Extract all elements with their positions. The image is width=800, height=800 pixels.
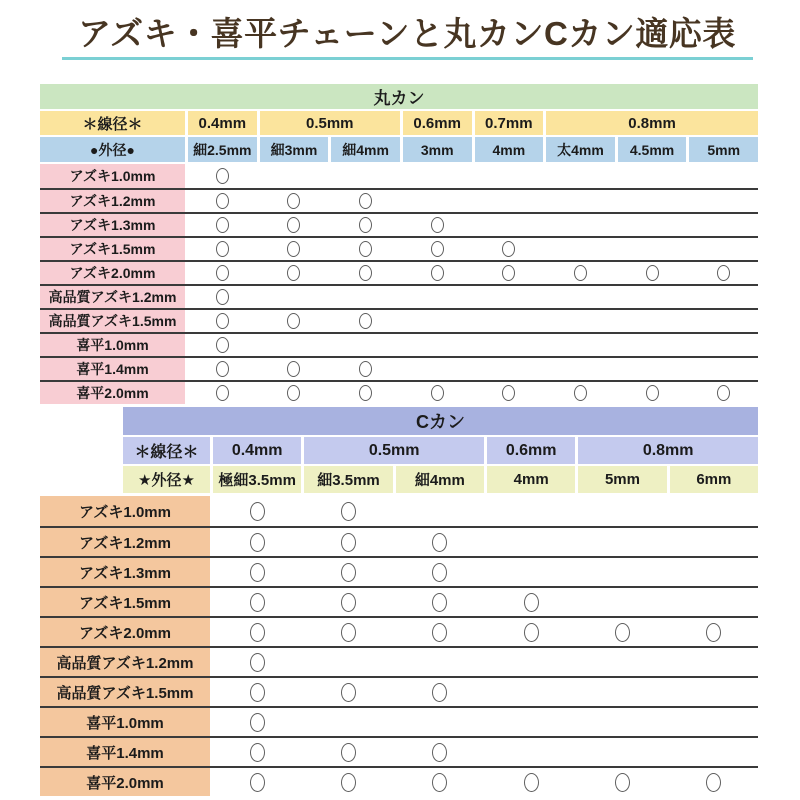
chain-row-label: 高品質アズキ1.2mm — [40, 648, 210, 676]
compatibility-cell — [260, 190, 329, 212]
outer-diameter-label: ★外径★ — [123, 466, 210, 493]
compatibility-cell — [188, 286, 257, 308]
compatible-circle-mark — [341, 563, 356, 582]
compatibility-cell — [475, 262, 544, 284]
compatibility-cell — [213, 496, 301, 526]
compatible-circle-mark — [524, 773, 539, 792]
compatible-circle-mark — [341, 773, 356, 792]
compatibility-cell — [618, 214, 687, 236]
compatibility-cell — [304, 618, 392, 646]
compatibility-cell — [403, 310, 472, 332]
wire-diameter-value: 0.6mm — [403, 111, 472, 135]
compatibility-cell — [304, 678, 392, 706]
table-row — [40, 736, 758, 766]
compatibility-cell — [546, 190, 615, 212]
chain-row-label: アズキ1.5mm — [40, 238, 185, 260]
table-row — [40, 616, 758, 646]
chain-row-label: 喜平1.4mm — [40, 738, 210, 766]
compatibility-cell — [396, 496, 484, 526]
compatibility-cell — [546, 358, 615, 380]
compatibility-cell — [304, 528, 392, 556]
outer-diameter-value: 5mm — [578, 466, 666, 493]
compatibility-cell — [670, 558, 758, 586]
compatible-circle-mark — [646, 385, 659, 401]
compatible-circle-mark — [341, 533, 356, 552]
compatibility-cell — [213, 738, 301, 766]
compatible-circle-mark — [287, 193, 300, 209]
compatible-circle-mark — [216, 313, 229, 329]
table-row — [40, 556, 758, 586]
compatibility-cell — [403, 382, 472, 404]
table-row — [40, 212, 758, 236]
compatibility-cell — [475, 382, 544, 404]
compatibility-cell — [213, 768, 301, 796]
compatibility-cell — [578, 558, 666, 586]
compatibility-cell — [689, 164, 758, 188]
compatible-circle-mark — [216, 217, 229, 233]
chain-row-label: 高品質アズキ1.5mm — [40, 678, 210, 706]
chain-row-label: アズキ1.5mm — [40, 588, 210, 616]
compatibility-cell — [213, 588, 301, 616]
compatibility-cell — [304, 496, 392, 526]
compatibility-cell — [260, 262, 329, 284]
compatible-circle-mark — [432, 743, 447, 762]
compatibility-cell — [618, 190, 687, 212]
compatible-circle-mark — [250, 653, 265, 672]
compatibility-cell — [475, 358, 544, 380]
c-kan-wire-diameter-row — [123, 437, 758, 464]
chain-row-label: アズキ1.3mm — [40, 558, 210, 586]
maru-kan-outer-diameter-row — [40, 137, 758, 162]
page-title: アズキ・喜平チェーンと丸カンCカン適応表 — [78, 15, 736, 52]
compatibility-cell — [403, 238, 472, 260]
table-row — [40, 646, 758, 676]
compatibility-cell — [188, 358, 257, 380]
compatible-circle-mark — [615, 623, 630, 642]
compatibility-cell — [578, 588, 666, 616]
compatibility-cell — [331, 190, 400, 212]
compatible-circle-mark — [287, 385, 300, 401]
compatibility-cell — [260, 286, 329, 308]
compatible-circle-mark — [341, 502, 356, 521]
compatibility-cell — [578, 678, 666, 706]
outer-diameter-value: 4mm — [487, 466, 575, 493]
compatible-circle-mark — [359, 313, 372, 329]
compatibility-cell — [260, 382, 329, 404]
compatibility-cell — [260, 334, 329, 356]
compatibility-cell — [689, 238, 758, 260]
compatibility-cell — [475, 190, 544, 212]
compatible-circle-mark — [216, 193, 229, 209]
chain-row-label: 高品質アズキ1.5mm — [40, 310, 185, 332]
compatible-circle-mark — [574, 265, 587, 281]
compatibility-cell — [578, 618, 666, 646]
compatibility-cell — [396, 648, 484, 676]
outer-diameter-value: 6mm — [670, 466, 758, 493]
compatibility-cell — [578, 768, 666, 796]
outer-diameter-value: 細4mm — [396, 466, 484, 493]
compatibility-cell — [670, 588, 758, 616]
compatibility-cell — [260, 310, 329, 332]
outer-diameter-value: 細3.5mm — [304, 466, 392, 493]
outer-diameter-value: 4.5mm — [618, 137, 687, 162]
chain-row-label: 喜平1.0mm — [40, 334, 185, 356]
compatibility-cell — [618, 358, 687, 380]
compatible-circle-mark — [216, 265, 229, 281]
compatibility-cell — [618, 262, 687, 284]
compatible-circle-mark — [250, 502, 265, 521]
compatibility-cell — [578, 648, 666, 676]
compatibility-cell — [403, 164, 472, 188]
compatibility-cell — [260, 358, 329, 380]
compatibility-cell — [487, 768, 575, 796]
compatibility-cell — [689, 286, 758, 308]
compatibility-cell — [188, 164, 257, 188]
compatible-circle-mark — [359, 361, 372, 377]
compatibility-cell — [618, 382, 687, 404]
compatible-circle-mark — [432, 563, 447, 582]
compatibility-cell — [396, 738, 484, 766]
compatibility-cell — [188, 382, 257, 404]
compatibility-cell — [487, 708, 575, 736]
compatible-circle-mark — [431, 265, 444, 281]
chain-row-label: 喜平2.0mm — [40, 768, 210, 796]
compatible-circle-mark — [431, 217, 444, 233]
compatible-circle-mark — [359, 385, 372, 401]
compatibility-cell — [396, 678, 484, 706]
chain-row-label: 喜平1.4mm — [40, 358, 185, 380]
compatibility-cell — [213, 708, 301, 736]
maru-kan-table-title: 丸カン — [40, 84, 758, 109]
compatibility-cell — [487, 738, 575, 766]
chain-row-label: アズキ2.0mm — [40, 618, 210, 646]
compatibility-cell — [670, 496, 758, 526]
compatibility-cell — [403, 334, 472, 356]
compatible-circle-mark — [502, 241, 515, 257]
compatibility-cell — [403, 286, 472, 308]
compatibility-cell — [475, 238, 544, 260]
compatibility-cell — [475, 310, 544, 332]
wire-diameter-value: 0.4mm — [213, 437, 301, 464]
wire-diameter-value: 0.6mm — [487, 437, 575, 464]
compatibility-cell — [670, 678, 758, 706]
compatibility-cell — [304, 708, 392, 736]
compatible-circle-mark — [250, 623, 265, 642]
compatibility-cell — [396, 618, 484, 646]
compatibility-cell — [618, 238, 687, 260]
compatibility-cell — [670, 528, 758, 556]
compatibility-cell — [487, 528, 575, 556]
wire-diameter-value: 0.5mm — [260, 111, 400, 135]
compatibility-cell — [618, 164, 687, 188]
wire-diameter-label: ＊線径＊ — [123, 437, 210, 464]
chain-row-label: アズキ1.0mm — [40, 496, 210, 526]
chain-row-label: アズキ1.2mm — [40, 528, 210, 556]
compatibility-cell — [546, 310, 615, 332]
compatible-circle-mark — [216, 241, 229, 257]
compatibility-cell — [331, 382, 400, 404]
outer-diameter-value: 5mm — [689, 137, 758, 162]
table-row — [40, 188, 758, 212]
compatibility-cell — [396, 768, 484, 796]
compatibility-cell — [331, 334, 400, 356]
compatibility-cell — [487, 588, 575, 616]
compatibility-cell — [188, 310, 257, 332]
compatibility-cell — [304, 648, 392, 676]
compatible-circle-mark — [359, 265, 372, 281]
compatibility-cell — [403, 190, 472, 212]
compatibility-cell — [689, 334, 758, 356]
compatibility-cell — [487, 618, 575, 646]
compatibility-cell — [546, 262, 615, 284]
compatibility-cell — [487, 496, 575, 526]
compatibility-cell — [618, 334, 687, 356]
compatibility-cell — [670, 708, 758, 736]
compatible-circle-mark — [524, 623, 539, 642]
maru-kan-table — [40, 84, 758, 404]
compatible-circle-mark — [216, 385, 229, 401]
compatible-circle-mark — [431, 385, 444, 401]
table-row — [40, 260, 758, 284]
compatibility-cell — [689, 382, 758, 404]
compatible-circle-mark — [717, 385, 730, 401]
compatible-circle-mark — [359, 193, 372, 209]
compatible-circle-mark — [432, 623, 447, 642]
compatible-circle-mark — [432, 593, 447, 612]
compatibility-cell — [188, 262, 257, 284]
wire-diameter-value: 0.8mm — [578, 437, 758, 464]
table-row — [40, 586, 758, 616]
wire-diameter-label: ＊線径＊ — [40, 111, 185, 135]
outer-diameter-value: 太4mm — [546, 137, 615, 162]
compatible-circle-mark — [574, 385, 587, 401]
compatible-circle-mark — [432, 533, 447, 552]
outer-diameter-value: 細4mm — [331, 137, 400, 162]
compatibility-cell — [689, 190, 758, 212]
compatibility-cell — [260, 164, 329, 188]
compatibility-cell — [578, 708, 666, 736]
wire-diameter-value: 0.7mm — [475, 111, 544, 135]
outer-diameter-value: 4mm — [475, 137, 544, 162]
compatible-circle-mark — [287, 361, 300, 377]
compatibility-cell — [689, 214, 758, 236]
compatible-circle-mark — [341, 593, 356, 612]
compatibility-cell — [487, 558, 575, 586]
compatibility-cell — [304, 588, 392, 616]
outer-diameter-value: 3mm — [403, 137, 472, 162]
compatible-circle-mark — [615, 773, 630, 792]
chain-row-label: 喜平1.0mm — [40, 708, 210, 736]
maru-kan-wire-diameter-row — [40, 111, 758, 135]
compatible-circle-mark — [216, 168, 229, 184]
compatible-circle-mark — [502, 265, 515, 281]
compatible-circle-mark — [287, 313, 300, 329]
compatible-circle-mark — [706, 623, 721, 642]
outer-diameter-value: 細2.5mm — [188, 137, 257, 162]
compatible-circle-mark — [216, 337, 229, 353]
compatibility-cell — [213, 558, 301, 586]
chain-row-label: 高品質アズキ1.2mm — [40, 286, 185, 308]
compatibility-cell — [260, 238, 329, 260]
title-underline — [62, 57, 753, 60]
compatibility-cell — [546, 164, 615, 188]
compatible-circle-mark — [431, 241, 444, 257]
compatibility-cell — [403, 358, 472, 380]
compatible-circle-mark — [250, 713, 265, 732]
compatibility-cell — [670, 618, 758, 646]
chain-row-label: アズキ1.2mm — [40, 190, 185, 212]
table-row — [40, 706, 758, 736]
compatible-circle-mark — [502, 385, 515, 401]
compatibility-cell — [546, 286, 615, 308]
compatible-circle-mark — [216, 289, 229, 305]
c-kan-outer-diameter-row — [123, 466, 758, 493]
compatibility-cell — [331, 358, 400, 380]
compatibility-cell — [396, 528, 484, 556]
compatible-circle-mark — [646, 265, 659, 281]
compatibility-cell — [213, 678, 301, 706]
table-row — [40, 496, 758, 526]
compatibility-cell — [578, 738, 666, 766]
compatibility-cell — [475, 164, 544, 188]
compatibility-cell — [403, 214, 472, 236]
chain-row-label: アズキ1.0mm — [40, 164, 185, 188]
wire-diameter-value: 0.5mm — [304, 437, 484, 464]
compatibility-cell — [475, 214, 544, 236]
chain-row-label: アズキ1.3mm — [40, 214, 185, 236]
compatibility-cell — [546, 334, 615, 356]
table-row — [40, 356, 758, 380]
compatibility-cell — [331, 310, 400, 332]
table-row — [40, 236, 758, 260]
table-row — [40, 676, 758, 706]
compatibility-cell — [396, 588, 484, 616]
compatibility-cell — [188, 334, 257, 356]
compatibility-cell — [546, 214, 615, 236]
compatibility-cell — [475, 286, 544, 308]
compatible-circle-mark — [341, 683, 356, 702]
compatible-circle-mark — [432, 683, 447, 702]
compatibility-cell — [331, 238, 400, 260]
table-row — [40, 164, 758, 188]
compatible-circle-mark — [287, 241, 300, 257]
compatible-circle-mark — [287, 217, 300, 233]
outer-diameter-value: 細3mm — [260, 137, 329, 162]
compatible-circle-mark — [250, 773, 265, 792]
compatibility-cell — [546, 382, 615, 404]
compatibility-cell — [304, 768, 392, 796]
compatible-circle-mark — [432, 773, 447, 792]
compatible-circle-mark — [359, 217, 372, 233]
compatibility-cell — [331, 164, 400, 188]
compatible-circle-mark — [216, 361, 229, 377]
compatibility-cell — [213, 528, 301, 556]
compatibility-cell — [475, 334, 544, 356]
compatible-circle-mark — [359, 241, 372, 257]
compatible-circle-mark — [287, 265, 300, 281]
compatibility-cell — [670, 768, 758, 796]
table-row — [40, 380, 758, 404]
compatibility-cell — [618, 286, 687, 308]
compatibility-cell — [213, 648, 301, 676]
compatibility-cell — [188, 190, 257, 212]
compatibility-cell — [487, 678, 575, 706]
compatibility-cell — [396, 708, 484, 736]
compatibility-cell — [260, 214, 329, 236]
table-row — [40, 766, 758, 796]
chain-row-label: アズキ2.0mm — [40, 262, 185, 284]
outer-diameter-value: 極細3.5mm — [213, 466, 301, 493]
compatible-circle-mark — [250, 563, 265, 582]
compatibility-cell — [546, 238, 615, 260]
table-row — [40, 308, 758, 332]
compatibility-cell — [578, 496, 666, 526]
compatible-circle-mark — [341, 743, 356, 762]
wire-diameter-value: 0.4mm — [188, 111, 257, 135]
compatibility-cell — [188, 238, 257, 260]
compatible-circle-mark — [706, 773, 721, 792]
compatibility-cell — [331, 214, 400, 236]
compatibility-cell — [618, 310, 687, 332]
compatibility-cell — [396, 558, 484, 586]
compatible-circle-mark — [341, 623, 356, 642]
compatibility-cell — [670, 738, 758, 766]
compatibility-cell — [304, 738, 392, 766]
compatible-circle-mark — [250, 743, 265, 762]
compatibility-cell — [331, 262, 400, 284]
compatible-circle-mark — [524, 593, 539, 612]
compatibility-cell — [689, 358, 758, 380]
c-kan-table-title: Cカン — [123, 407, 758, 435]
table-row — [40, 284, 758, 308]
compatibility-cell — [188, 214, 257, 236]
compatibility-cell — [578, 528, 666, 556]
compatibility-cell — [403, 262, 472, 284]
c-kan-table-header — [123, 407, 758, 495]
table-row — [40, 332, 758, 356]
compatibility-cell — [487, 648, 575, 676]
compatibility-cell — [670, 648, 758, 676]
compatible-circle-mark — [250, 533, 265, 552]
compatibility-cell — [689, 310, 758, 332]
compatibility-cell — [304, 558, 392, 586]
chain-row-label: 喜平2.0mm — [40, 382, 185, 404]
outer-diameter-label: ●外径● — [40, 137, 185, 162]
compatible-circle-mark — [717, 265, 730, 281]
wire-diameter-value: 0.8mm — [546, 111, 758, 135]
maru-kan-table-body — [40, 164, 758, 404]
compatibility-cell — [331, 286, 400, 308]
compatibility-cell — [213, 618, 301, 646]
compatible-circle-mark — [250, 683, 265, 702]
compatibility-cell — [689, 262, 758, 284]
table-row — [40, 526, 758, 556]
c-kan-table-body — [40, 496, 758, 796]
compatible-circle-mark — [250, 593, 265, 612]
